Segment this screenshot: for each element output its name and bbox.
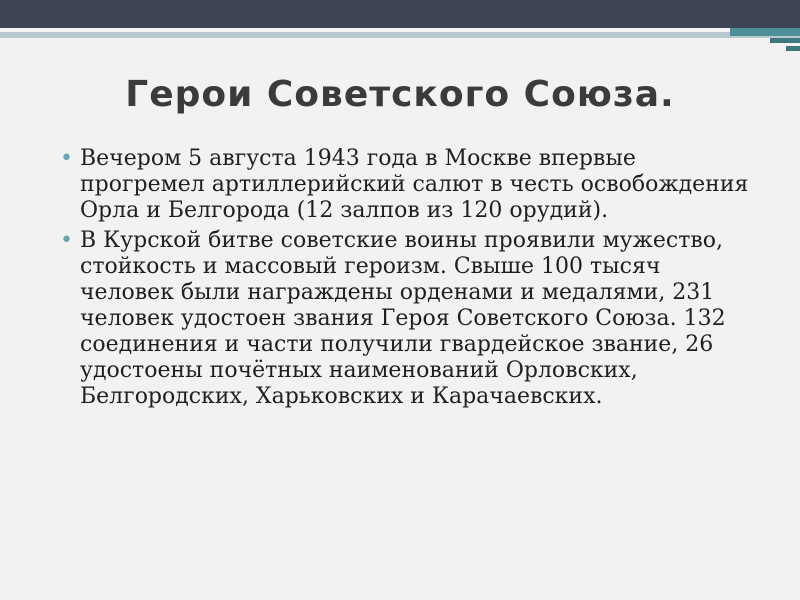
bullet-list xyxy=(56,146,756,414)
bullet-text: В Курской битве советские воины проявили мужество, стойкость и массовый героизм. Свыше 100 тысяч человек были награждены орденами и медалями, 231 человек удостоен звания Героя Советского Союза. 132 соединения и части получили гвардейское звание, 26 удостоены почётных наименований Орловских, Белгородских, Харьковских и Карачаевских. xyxy=(80,228,726,409)
accent-line xyxy=(0,32,800,38)
bullet-item xyxy=(56,228,756,410)
corner-stripe xyxy=(730,28,800,36)
bullet-text: Вечером 5 августа 1943 года в Москве впервые прогремел артиллерийский салют в честь освобождения Орла и Белгорода (12 залпов из 120 орудий). xyxy=(80,146,749,223)
top-decor-bar xyxy=(0,0,800,28)
corner-stripe xyxy=(786,46,800,51)
bullet-icon: • xyxy=(60,228,73,253)
corner-accent-decor xyxy=(730,28,800,58)
bullet-icon: • xyxy=(60,146,73,171)
corner-stripe xyxy=(770,38,800,43)
bullet-item xyxy=(56,146,756,224)
slide-title: Герои Советского Союза. xyxy=(125,74,675,115)
